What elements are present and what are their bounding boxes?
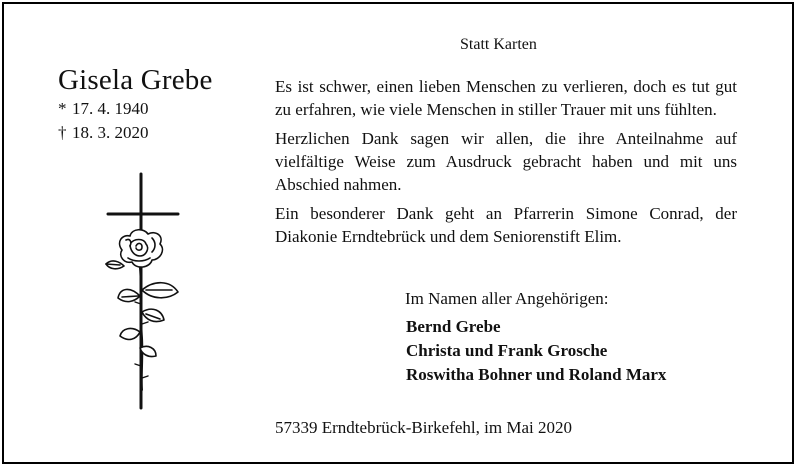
birth-date-line	[58, 97, 258, 121]
signoff-intro: Im Namen aller Angehörigen:	[405, 289, 609, 308]
signers-list	[406, 315, 666, 387]
message-paragraph: Herzlichen Dank sagen wir allen, die ihre Anteilnahme auf vielfältige Weise zum Ausdruck gebracht haben und mit uns Abschied nahmen.	[275, 129, 737, 194]
deceased-info	[58, 63, 258, 145]
place-and-date: 57339 Erndtebrück-Birkefehl, im Mai 2020	[275, 418, 572, 437]
birth-date: 17. 4. 1940	[72, 99, 149, 118]
birth-symbol: *	[58, 99, 67, 118]
signer-name: Roswitha Bohner und Roland Marx	[406, 365, 667, 384]
message-paragraph: Ein besonderer Dank geht an Pfarrerin Simone Conrad, der Diakonie Erndtebrück und dem Seniorenstift Elim.	[275, 204, 737, 246]
signer-name: Christa und Frank Grosche	[406, 341, 608, 360]
message-paragraph: Es ist schwer, einen lieben Menschen zu verlieren, doch es tut gut zu erfahren, wie viele Menschen in stiller Trauer mit uns fühlten.	[275, 77, 737, 119]
signer-name: Bernd Grebe	[406, 317, 501, 336]
death-symbol: †	[58, 123, 67, 142]
deceased-name: Gisela Grebe	[58, 64, 213, 96]
death-date-line	[58, 121, 258, 145]
cross-with-rose-icon	[100, 172, 190, 410]
message-body	[275, 75, 737, 254]
header-note: Statt Karten	[460, 36, 537, 53]
death-date: 18. 3. 2020	[72, 123, 149, 142]
